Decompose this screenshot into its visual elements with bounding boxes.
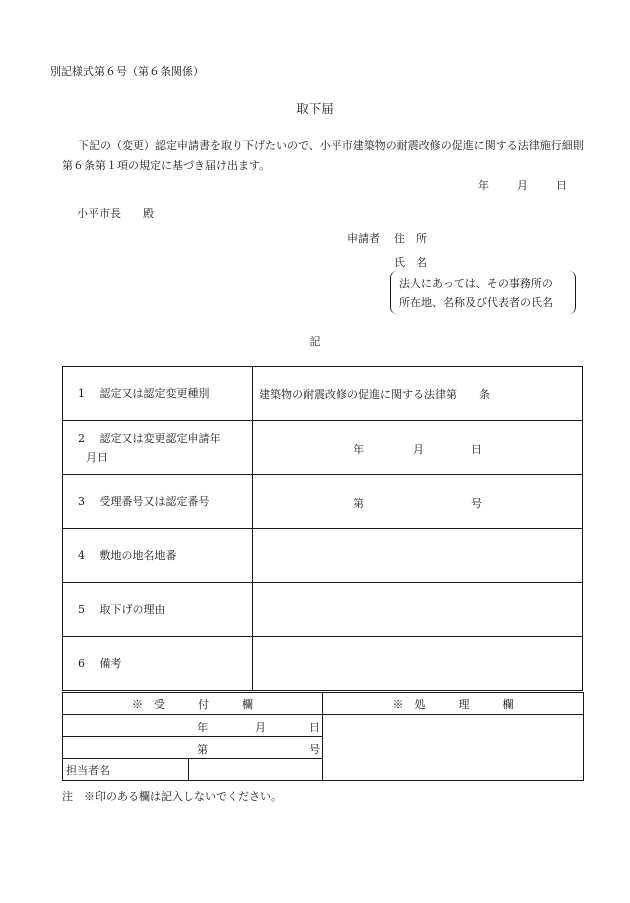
row-label-number: 3 受理番号又は認定番号	[63, 475, 253, 529]
table-row	[63, 421, 583, 475]
staff-label: 担当者名	[63, 759, 189, 781]
date-month: 月	[517, 179, 528, 192]
row-label-date-line1: 2 認定又は変更認定申請年	[78, 431, 221, 445]
table-row	[63, 715, 584, 737]
corporate-note	[399, 274, 553, 312]
row-value-reason[interactable]	[253, 583, 583, 637]
row-date-day: 日	[471, 442, 482, 456]
document-title: 取下届	[296, 101, 334, 116]
address-label: 住 所	[394, 232, 427, 245]
row-value-lot[interactable]	[253, 529, 583, 583]
name-label: 氏 名	[394, 256, 427, 269]
row-label-date	[63, 421, 253, 475]
row-date-year: 年	[353, 442, 364, 456]
table-row	[63, 367, 583, 421]
corporate-note-line1: 法人にあっては、その事務所の	[399, 277, 553, 290]
row-label-remarks: 6 備考	[63, 637, 253, 691]
row-value-number[interactable]	[253, 475, 583, 529]
table-row	[63, 693, 584, 715]
details-table	[62, 366, 583, 691]
row-date-month: 月	[413, 442, 424, 456]
staff-name[interactable]	[189, 759, 323, 781]
reception-number[interactable]	[63, 737, 323, 759]
row-value-remarks[interactable]	[253, 637, 583, 691]
reception-year: 年	[197, 720, 208, 734]
reception-month: 月	[255, 720, 266, 734]
table-row	[63, 637, 583, 691]
ki-heading: 記	[309, 335, 321, 348]
row-label-lot: 4 敷地の地名地番	[63, 529, 253, 583]
table-row	[63, 529, 583, 583]
processing-header: ※ 処 理 欄	[323, 693, 584, 715]
reception-header: ※ 受 付 欄	[63, 693, 323, 715]
submission-date	[478, 177, 567, 193]
row-label-type: 1 認定又は認定変更種別	[63, 367, 253, 421]
table-row	[63, 475, 583, 529]
applicant-label: 申請者	[347, 232, 380, 245]
form-number: 別記様式第６号（第６条関係）	[50, 65, 204, 78]
row-value-type[interactable]: 建築物の耐震改修の促進に関する法律第 条	[253, 367, 583, 421]
date-day: 日	[556, 179, 567, 192]
reception-go: 号	[309, 742, 320, 756]
footnote: 注 ※印のある欄は記入しないでください。	[62, 790, 282, 803]
table-row	[63, 583, 583, 637]
reception-dai: 第	[197, 742, 208, 756]
addressee: 小平市長 殿	[77, 207, 154, 220]
intro-text: 下記の（変更）認定申請書を取り下げたいので、小平市建築物の耐震改修の促進に関する法律施行細則第６条第１項の規定に基づき届け出ます。	[62, 139, 584, 172]
office-use-table	[62, 692, 584, 781]
row-number-go: 号	[471, 496, 482, 510]
row-value-date[interactable]	[253, 421, 583, 475]
corporate-note-line2: 所在地、名称及び代表者の氏名	[399, 296, 553, 309]
reception-date[interactable]	[63, 715, 323, 737]
row-label-date-line2: 月日	[86, 450, 108, 464]
date-year: 年	[478, 179, 489, 192]
reception-day: 日	[309, 720, 320, 734]
processing-area[interactable]	[323, 715, 584, 781]
row-number-dai: 第	[353, 496, 364, 510]
row-label-reason: 5 取下げの理由	[63, 583, 253, 637]
